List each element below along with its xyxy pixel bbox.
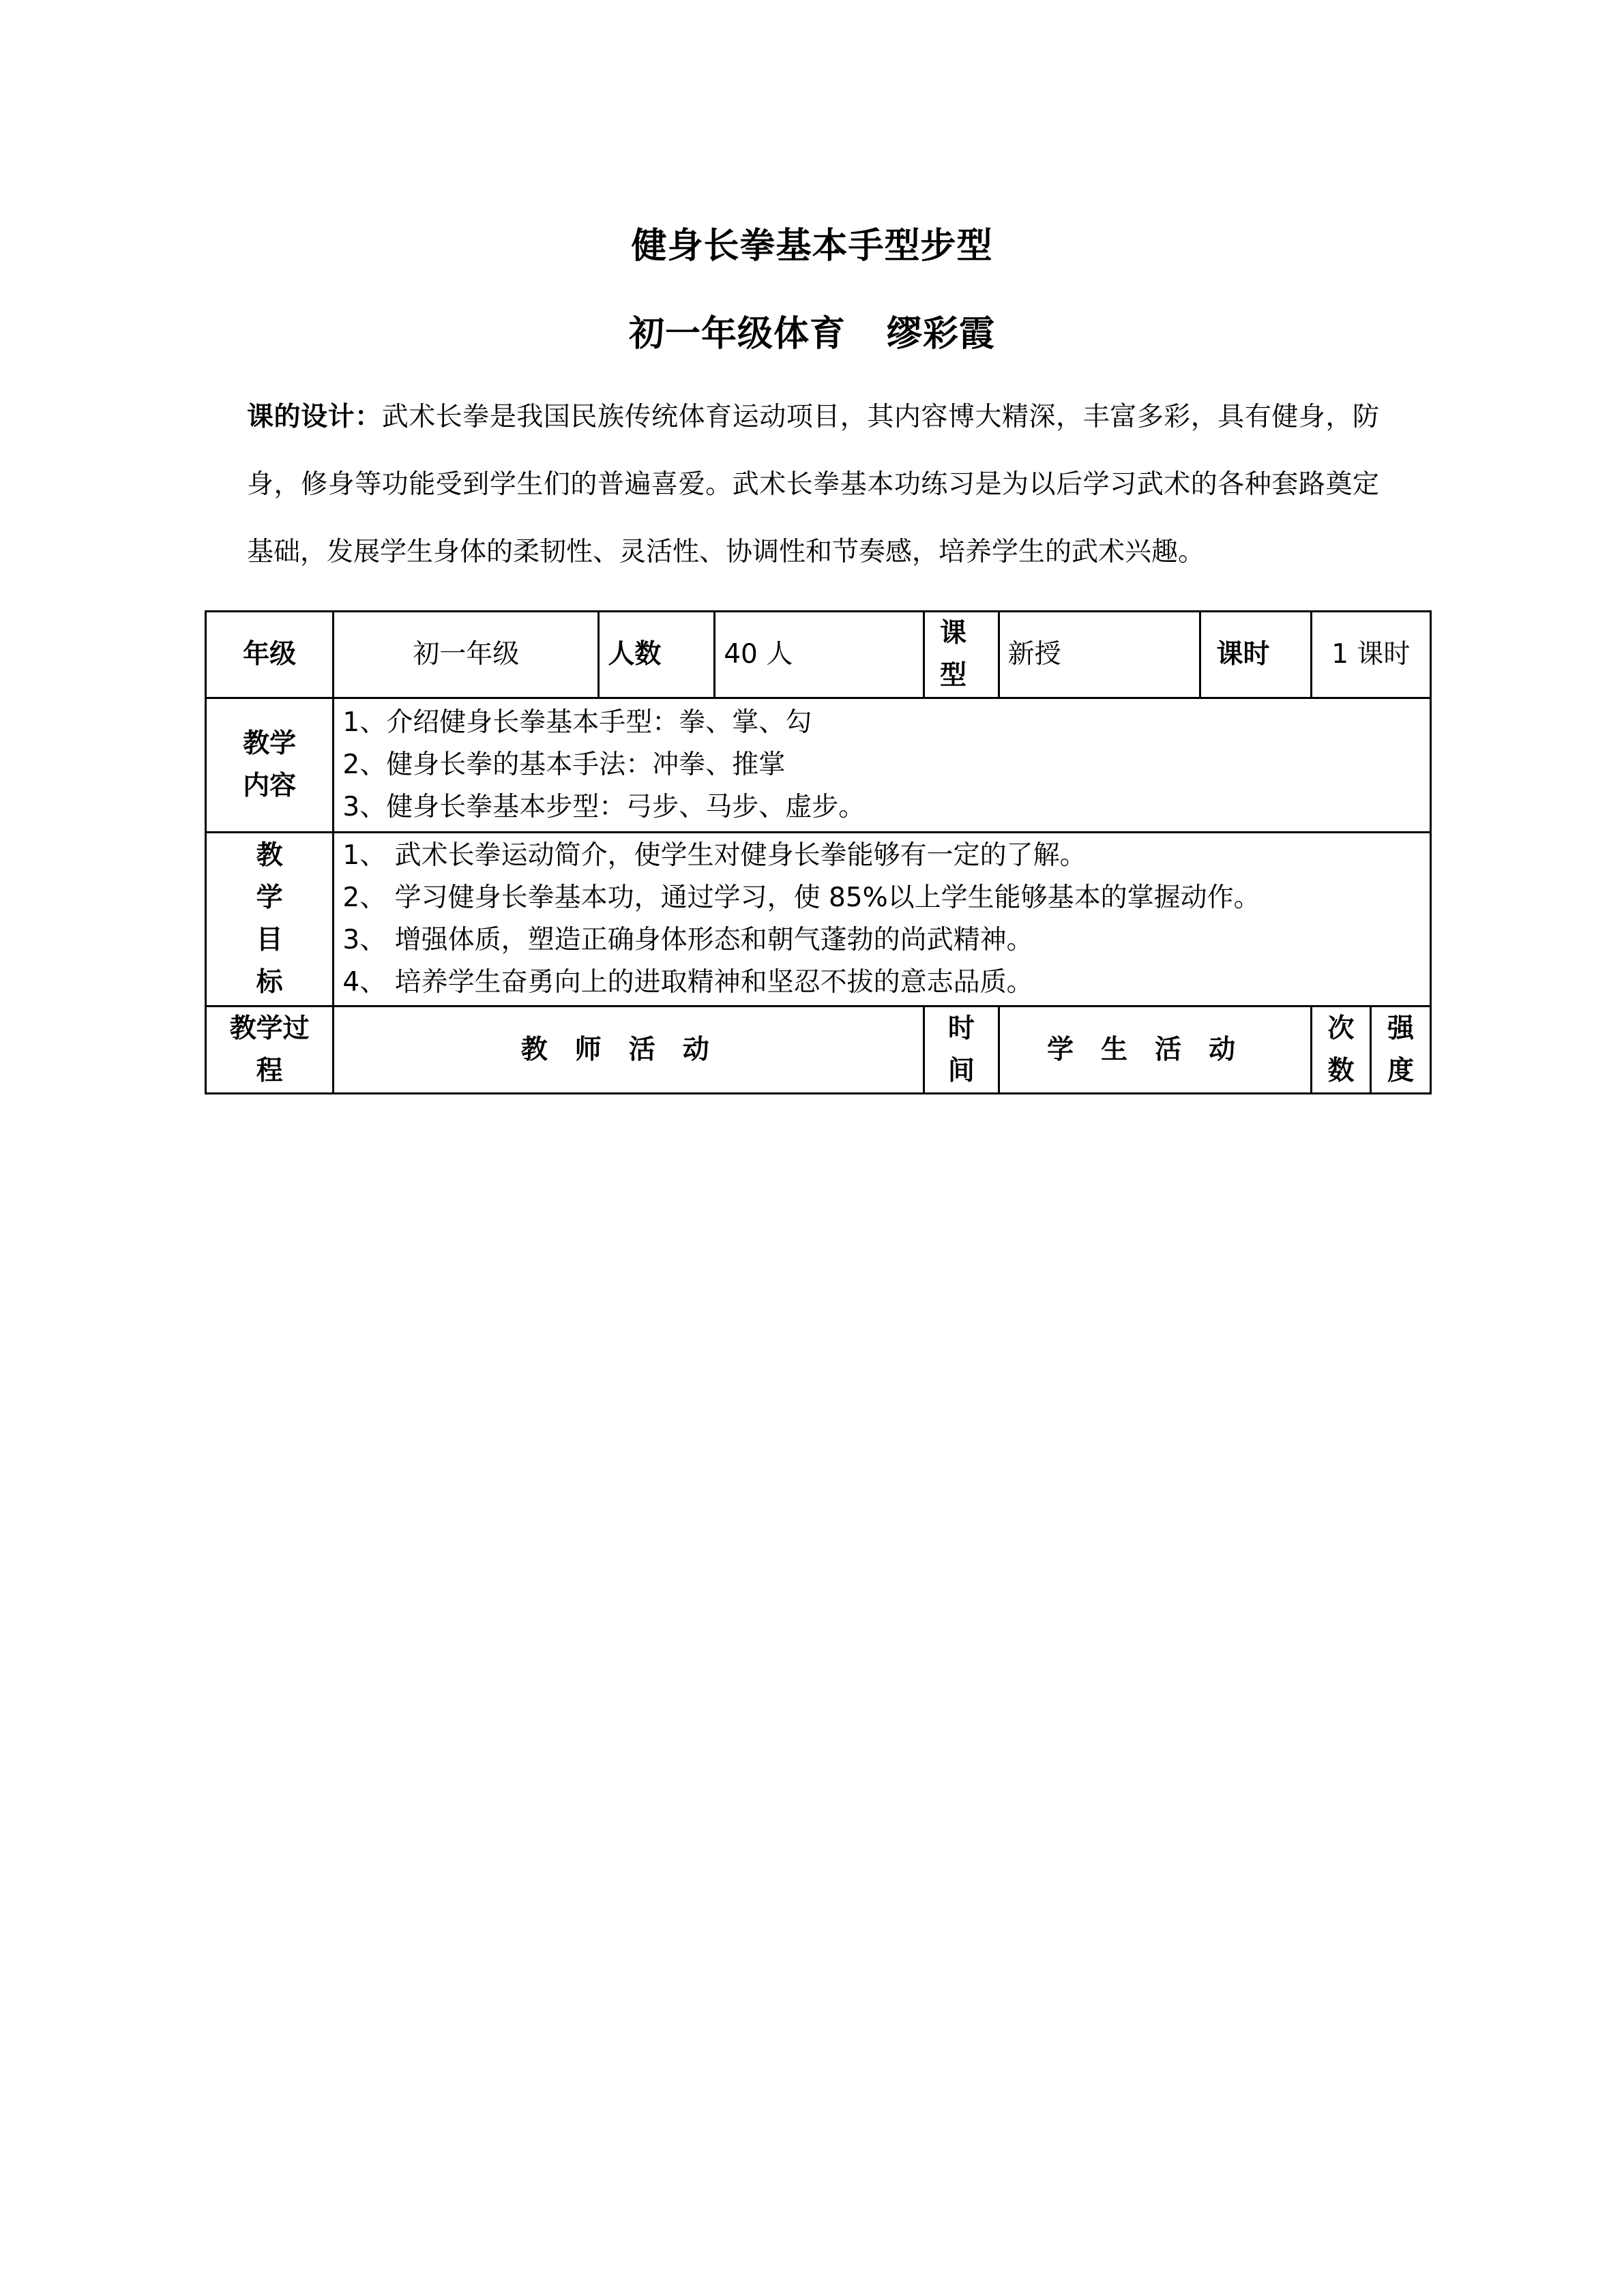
grade-subject: 初一年级体育: [628, 314, 846, 355]
grade-label: 年级: [206, 612, 334, 698]
list-item: 2、健身长拳的基本手法：冲拳、推掌: [342, 749, 786, 780]
lesson-design-paragraph: [247, 383, 1379, 586]
document-subtitle: [0, 305, 1624, 356]
content-label: 教学 内容: [206, 698, 334, 833]
list-item: 3、健身长拳基本步型：弓步、马步、虚步。: [342, 792, 866, 822]
student-activity-header: 学生活动: [999, 1007, 1311, 1094]
hours-label: 课时: [1200, 612, 1311, 698]
table-row-content: [206, 698, 1431, 833]
content-list: [334, 698, 1431, 833]
author-name: 缪彩霞: [887, 314, 996, 355]
table-row-process-header: [206, 1007, 1431, 1094]
list-item: 4、 培养学生奋勇向上的进取精神和坚忍不拔的意志品质。: [342, 967, 1033, 998]
type-value: 新授: [999, 612, 1200, 698]
process-label: 教学过 程: [206, 1007, 334, 1094]
people-value: 40 人: [715, 612, 924, 698]
list-item: 3、 增强体质，塑造正确身体形态和朝气蓬勃的尚武精神。: [342, 925, 1033, 955]
type-label: 课型: [924, 612, 999, 698]
people-label: 人数: [599, 612, 715, 698]
intensity-label: 强 度: [1371, 1007, 1431, 1094]
grade-value: 初一年级: [334, 612, 599, 698]
goal-label: 教 学 目 标: [206, 833, 334, 1007]
document-title: 健身长拳基本手型步型: [631, 226, 993, 267]
lesson-design-label: 课的设计：: [247, 402, 382, 432]
teacher-activity-header: 教师活动: [334, 1007, 924, 1094]
goal-list: [334, 833, 1431, 1007]
table-row-basic-info: [206, 612, 1431, 698]
time-label: 时 间: [924, 1007, 999, 1094]
count-label: 次 数: [1311, 1007, 1371, 1094]
lesson-plan-table: [205, 610, 1432, 1094]
list-item: 1、 武术长拳运动简介，使学生对健身长拳能够有一定的了解。: [342, 840, 1087, 871]
table-row-goals: [206, 833, 1431, 1007]
hours-value: 1 课时: [1311, 612, 1430, 698]
list-item: 1、介绍健身长拳基本手型：拳、掌、勾: [342, 707, 812, 738]
list-item: 2、 学习健身长拳基本功，通过学习，使 85%以上学生能够基本的掌握动作。: [342, 882, 1260, 913]
lesson-design-text: 武术长拳是我国民族传统体育运动项目，其内容博大精深，丰富多彩，具有健身，防身，修身等功能受到学生们的普遍喜爱。武术长拳基本功练习是为以后学习武术的各种套路奠定基础，发展学生身体的柔韧性、灵活性、协调性和节奏感，培养学生的武术兴趣。: [247, 402, 1379, 567]
